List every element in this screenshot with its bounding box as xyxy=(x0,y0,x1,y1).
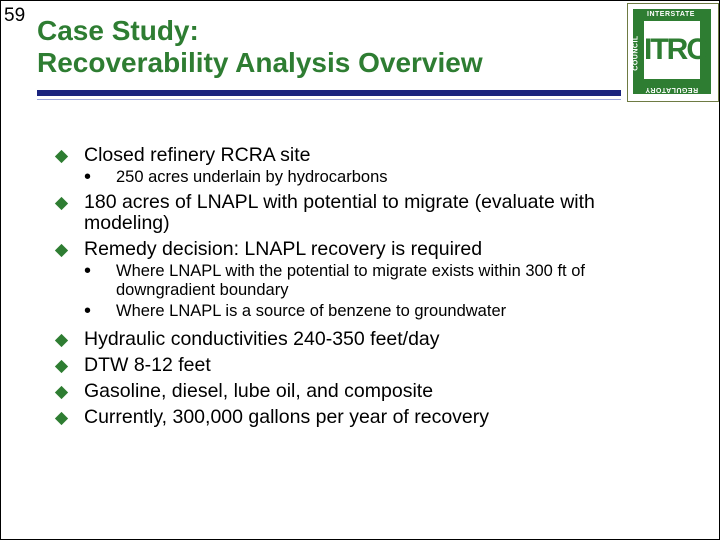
dot-bullet-icon: • xyxy=(84,166,92,188)
bullet-item xyxy=(51,192,671,234)
diamond-bullet-icon xyxy=(55,386,68,399)
bullet-text: Hydraulic conductivities 240-350 feet/day xyxy=(84,328,440,350)
slide-number: 59 xyxy=(4,5,26,26)
diamond-bullet-icon xyxy=(55,412,68,425)
bullet-text: Currently, 300,000 gallons per year of recovery xyxy=(84,406,490,428)
bullet-text: Closed refinery RCRA site xyxy=(84,144,311,166)
diamond-bullet-icon xyxy=(55,197,68,210)
title-line-2: Recoverability Analysis Overview xyxy=(37,47,483,78)
sub-bullet-item xyxy=(84,302,671,321)
bullet-item xyxy=(51,329,671,350)
diamond-bullet-icon xyxy=(55,334,68,347)
logo-text-left: COUNCIL xyxy=(632,35,640,71)
sub-bullet-item xyxy=(84,262,671,300)
bullet-text: DTW 8-12 feet xyxy=(84,354,211,376)
sub-bullet-text: 250 acres underlain by hydrocarbons xyxy=(116,168,388,186)
title-rule-thin xyxy=(37,99,621,100)
bullet-list xyxy=(51,145,671,428)
sub-bullet-text: Where LNAPL is a source of benzene to groundwater xyxy=(116,302,507,320)
sub-bullet-item xyxy=(84,168,671,187)
dot-bullet-icon: • xyxy=(84,300,92,322)
sub-bullet-text: Where LNAPL with the potential to migrate exists within 300 ft of downgradient boundary xyxy=(116,262,585,299)
title-line-1: Case Study: xyxy=(37,15,199,46)
bullet-item xyxy=(51,381,671,402)
diamond-bullet-icon xyxy=(55,360,68,373)
diamond-bullet-icon xyxy=(55,150,68,163)
bullet-text: 180 acres of LNAPL with potential to migrate (evaluate with modeling) xyxy=(84,191,595,234)
bullet-item xyxy=(51,145,671,166)
bullet-item xyxy=(51,355,671,376)
bullet-text: Gasoline, diesel, lube oil, and composite xyxy=(84,380,434,402)
logo-frame xyxy=(632,9,717,94)
logo-text-top: INTERSTATE xyxy=(647,11,695,18)
logo-center xyxy=(644,21,706,79)
bullet-item xyxy=(51,407,671,428)
bullet-item xyxy=(51,239,671,260)
bullet-text: Remedy decision: LNAPL recovery is required xyxy=(84,238,483,260)
logo-text-bottom: REGULATORY xyxy=(645,86,699,93)
itrc-logo xyxy=(627,3,719,102)
logo-text-right: TECHNOLOGY xyxy=(709,25,717,81)
diamond-bullet-icon xyxy=(55,244,68,257)
dot-bullet-icon: • xyxy=(84,260,92,282)
title-rule xyxy=(37,90,621,96)
logo-wordmark: ITRC xyxy=(644,33,706,66)
slide-title xyxy=(37,15,597,79)
